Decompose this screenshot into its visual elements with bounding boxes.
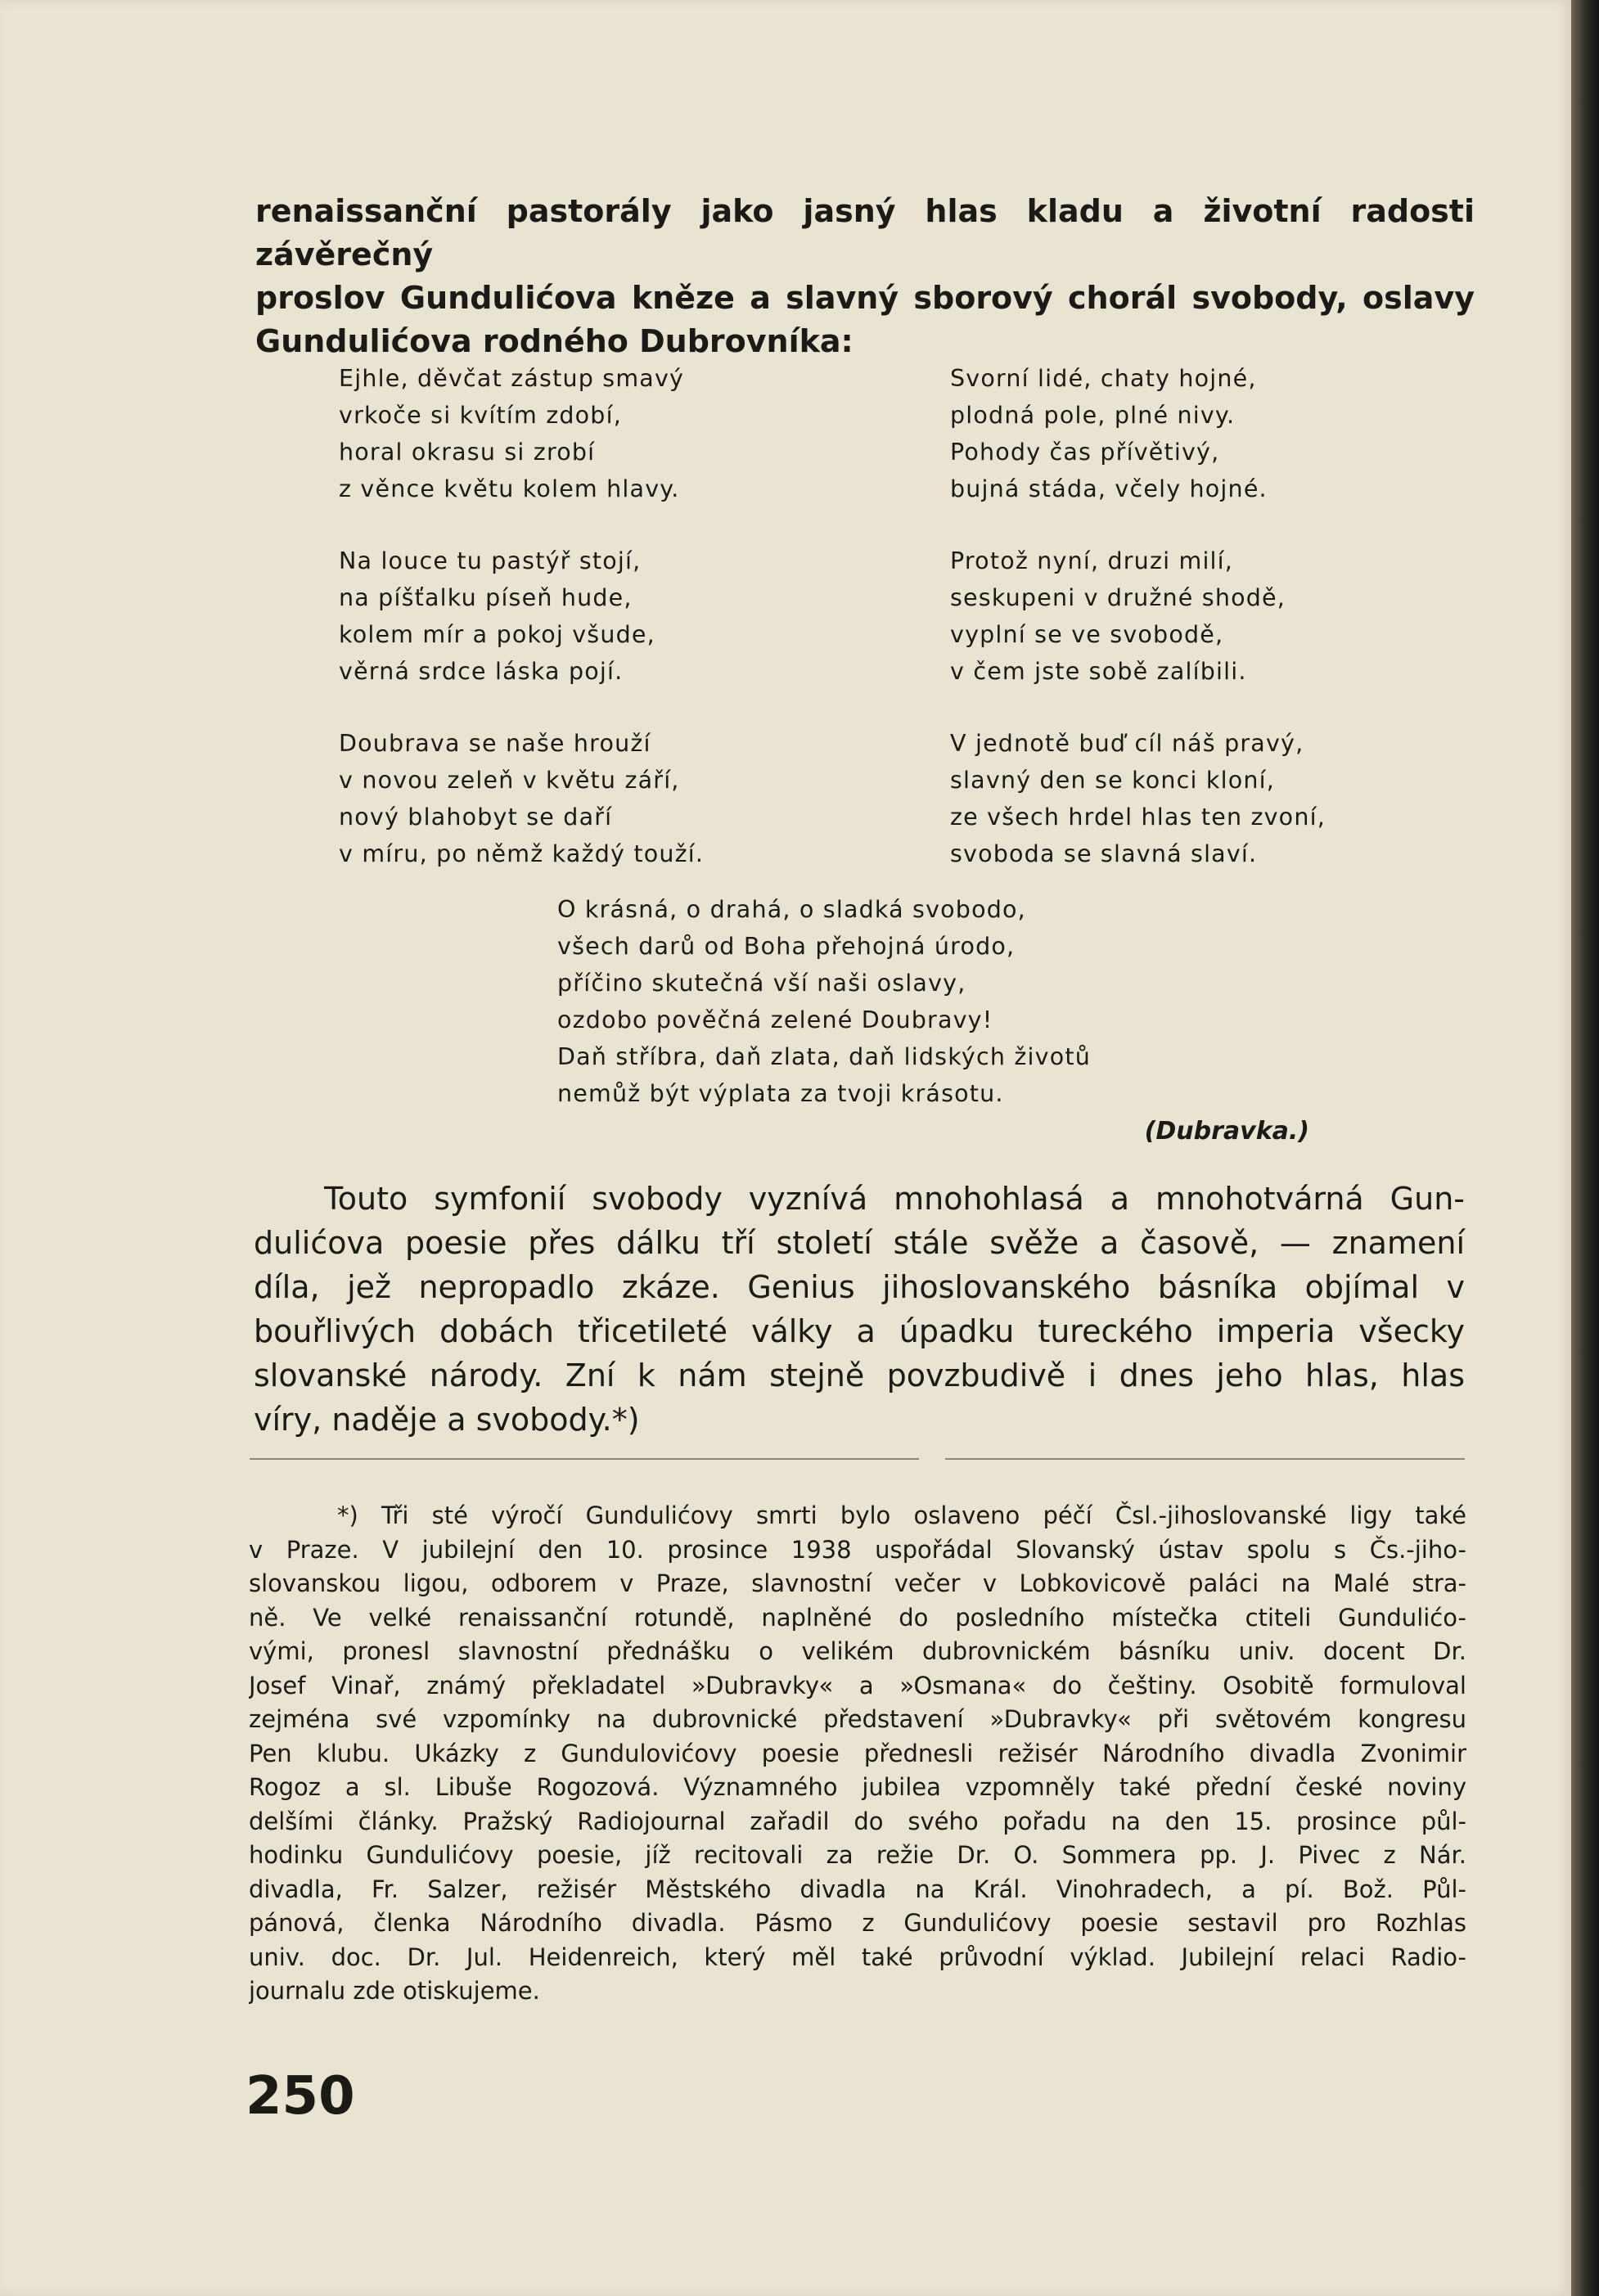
- poem-line: Svorní lidé, chaty hojné,: [950, 365, 1257, 392]
- footnote-line: Rogoz a sl. Libuše Rogozová. Významného jubilea vzpomněly také přední české noviny: [249, 1773, 1466, 1801]
- body-paragraph: [254, 1177, 1465, 1442]
- book-spine-edge: [1571, 0, 1599, 2296]
- poem-line: slavný den se konci kloní,: [950, 767, 1276, 794]
- footnote-line: *) Tři sté výročí Gundulićovy smrti bylo oslaveno péčí Čsl.-jihoslovanské ligy také: [337, 1501, 1466, 1529]
- intro-line: proslov Gundulićova kněze a slavný sborový chorál svobody, oslavy: [255, 280, 1475, 316]
- poem-line: na píšťalku píseň hude,: [339, 584, 633, 611]
- footnote-line: univ. doc. Dr. Jul. Heidenreich, který měl také průvodní výklad. Jubilejní relaci Radio-: [249, 1943, 1466, 1971]
- page-number: 250: [245, 2066, 355, 2127]
- footnote-line: pánová, členka Národního divadla. Pásmo z Gundulićovy poesie sestavil pro Rozhlas: [249, 1909, 1466, 1937]
- intro-line: Gundulićova rodného Dubrovníka:: [255, 323, 854, 359]
- body-line: slovanské národy. Zní k nám stejně povzbudivě i dnes jeho hlas, hlas: [254, 1357, 1465, 1393]
- poem-line: věrná srdce láska pojí.: [339, 658, 624, 685]
- footnote-line: delšími články. Pražský Radiojournal zařadil do svého pořadu na den 15. prosince půl-: [249, 1807, 1466, 1835]
- body-line: dulićova poesie přes dálku tří století stále svěže a časově, — znamení: [254, 1225, 1465, 1261]
- poem-line: z věnce květu kolem hlavy.: [339, 475, 680, 502]
- body-line: díla, jež nepropadlo zkáze. Genius jihoslovanského básníka objímal v: [254, 1269, 1465, 1305]
- poem-line: v čem jste sobě zalíbili.: [950, 658, 1247, 685]
- poem-line: O krásná, o drahá, o sladká svobodo,: [557, 896, 1026, 923]
- body-line: víry, naděje a svobody.*): [254, 1402, 640, 1438]
- poem-line: Na louce tu pastýř stojí,: [339, 547, 642, 574]
- poem-line: příčino skutečná vší naši oslavy,: [557, 970, 966, 997]
- footnote-line: hodinku Gundulićovy poesie, jíž recitovali za režie Dr. O. Sommera pp. J. Pivec z Nár.: [249, 1841, 1466, 1869]
- footnote-line: divadla, Fr. Salzer, režisér Městského divadla na Král. Vinohradech, a pí. Bož. Půl-: [249, 1875, 1466, 1903]
- poem-line: svoboda se slavná slaví.: [950, 840, 1258, 867]
- poem-line: seskupeni v družné shodě,: [950, 584, 1286, 611]
- poem-right-column: [950, 360, 1539, 907]
- footnote-line: vými, pronesl slavnostní přednášku o velikém dubrovnickém básníku univ. docent Dr.: [249, 1637, 1466, 1665]
- intro-line: renaissanční pastorály jako jasný hlas kladu a životní radosti závěrečný: [255, 193, 1475, 272]
- poem-line: Doubrava se naše hrouží: [339, 730, 651, 757]
- poem-line: plodná pole, plné nivy.: [950, 402, 1236, 429]
- footnote-line: slovanskou ligou, odborem v Praze, slavnostní večer v Lobkovicově paláci na Malé stra-: [249, 1569, 1466, 1597]
- poem-line: ozdobo pověčná zelené Doubravy!: [557, 1006, 993, 1033]
- poem-stanza: [339, 725, 928, 872]
- poem-line: v míru, po němž každý touží.: [339, 840, 705, 867]
- footnote: [249, 1499, 1466, 2009]
- poem-stanza: [339, 360, 928, 507]
- intro-paragraph: [255, 190, 1475, 363]
- footnote-line: Josef Vinař, známý překladatel »Dubravky« a »Osmana« do češtiny. Osobitě formuloval: [249, 1671, 1466, 1699]
- footnote-divider: [945, 1458, 1465, 1460]
- poem-line: vyplní se ve svobodě,: [950, 621, 1224, 648]
- footnote-divider: [250, 1458, 919, 1460]
- body-line: Touto symfonií svobody vyznívá mnohohlasá a mnohotvárná Gun-: [324, 1181, 1465, 1217]
- footnote-line: Pen klubu. Ukázky z Gundulovićovy poesie přednesli režisér Národního divadla Zvonimir: [249, 1739, 1466, 1767]
- poem-line: Protož nyní, druzi milí,: [950, 547, 1234, 574]
- footnote-line: ně. Ve velké renaissanční rotundě, naplněné do posledního místečka ctiteli Gundulićo-: [249, 1603, 1466, 1632]
- poem-line: Pohody čas přívětivý,: [950, 439, 1220, 466]
- body-line: bouřlivých dobách třicetileté války a úpadku tureckého imperia všecky: [254, 1313, 1465, 1349]
- poem-line: v novou zeleň v květu září,: [339, 767, 680, 794]
- poem-line: horal okrasu si zrobí: [339, 439, 596, 466]
- poem-line: ze všech hrdel hlas ten zvoní,: [950, 804, 1326, 831]
- poem-stanza: [339, 542, 928, 690]
- poem-line: bujná stáda, včely hojné.: [950, 475, 1268, 502]
- poem-stanza: [950, 725, 1539, 872]
- poem-left-column: [339, 360, 928, 907]
- poem-line: kolem mír a pokoj všude,: [339, 621, 655, 648]
- poem-closing-stanza: [557, 891, 1179, 1112]
- poem-line: Ejhle, děvčat zástup smavý: [339, 365, 685, 392]
- footnote-line: zejména své vzpomínky na dubrovnické představení »Dubravky« při světovém kongresu: [249, 1705, 1466, 1733]
- poem-line: nemůž být výplata za tvoji krásotu.: [557, 1080, 1004, 1107]
- footnote-line: journalu zde otiskujeme.: [249, 1977, 540, 2005]
- poem-line: V jednotě buď cíl náš pravý,: [950, 730, 1304, 757]
- poem-line: Daň stříbra, daň zlata, daň lidských životů: [557, 1043, 1091, 1070]
- poem-line: nový blahobyt se daří: [339, 804, 613, 831]
- poem-line: vrkoče si kvítím zdobí,: [339, 402, 622, 429]
- poem-line: všech darů od Boha přehojná úrodo,: [557, 933, 1016, 960]
- poem-attribution: (Dubravka.): [1144, 1117, 1309, 1146]
- footnote-line: v Praze. V jubilejní den 10. prosince 1938 uspořádal Slovanský ústav spolu s Čs.-jiho-: [249, 1535, 1466, 1564]
- poem-stanza: [950, 360, 1539, 507]
- poem-stanza: [950, 542, 1539, 690]
